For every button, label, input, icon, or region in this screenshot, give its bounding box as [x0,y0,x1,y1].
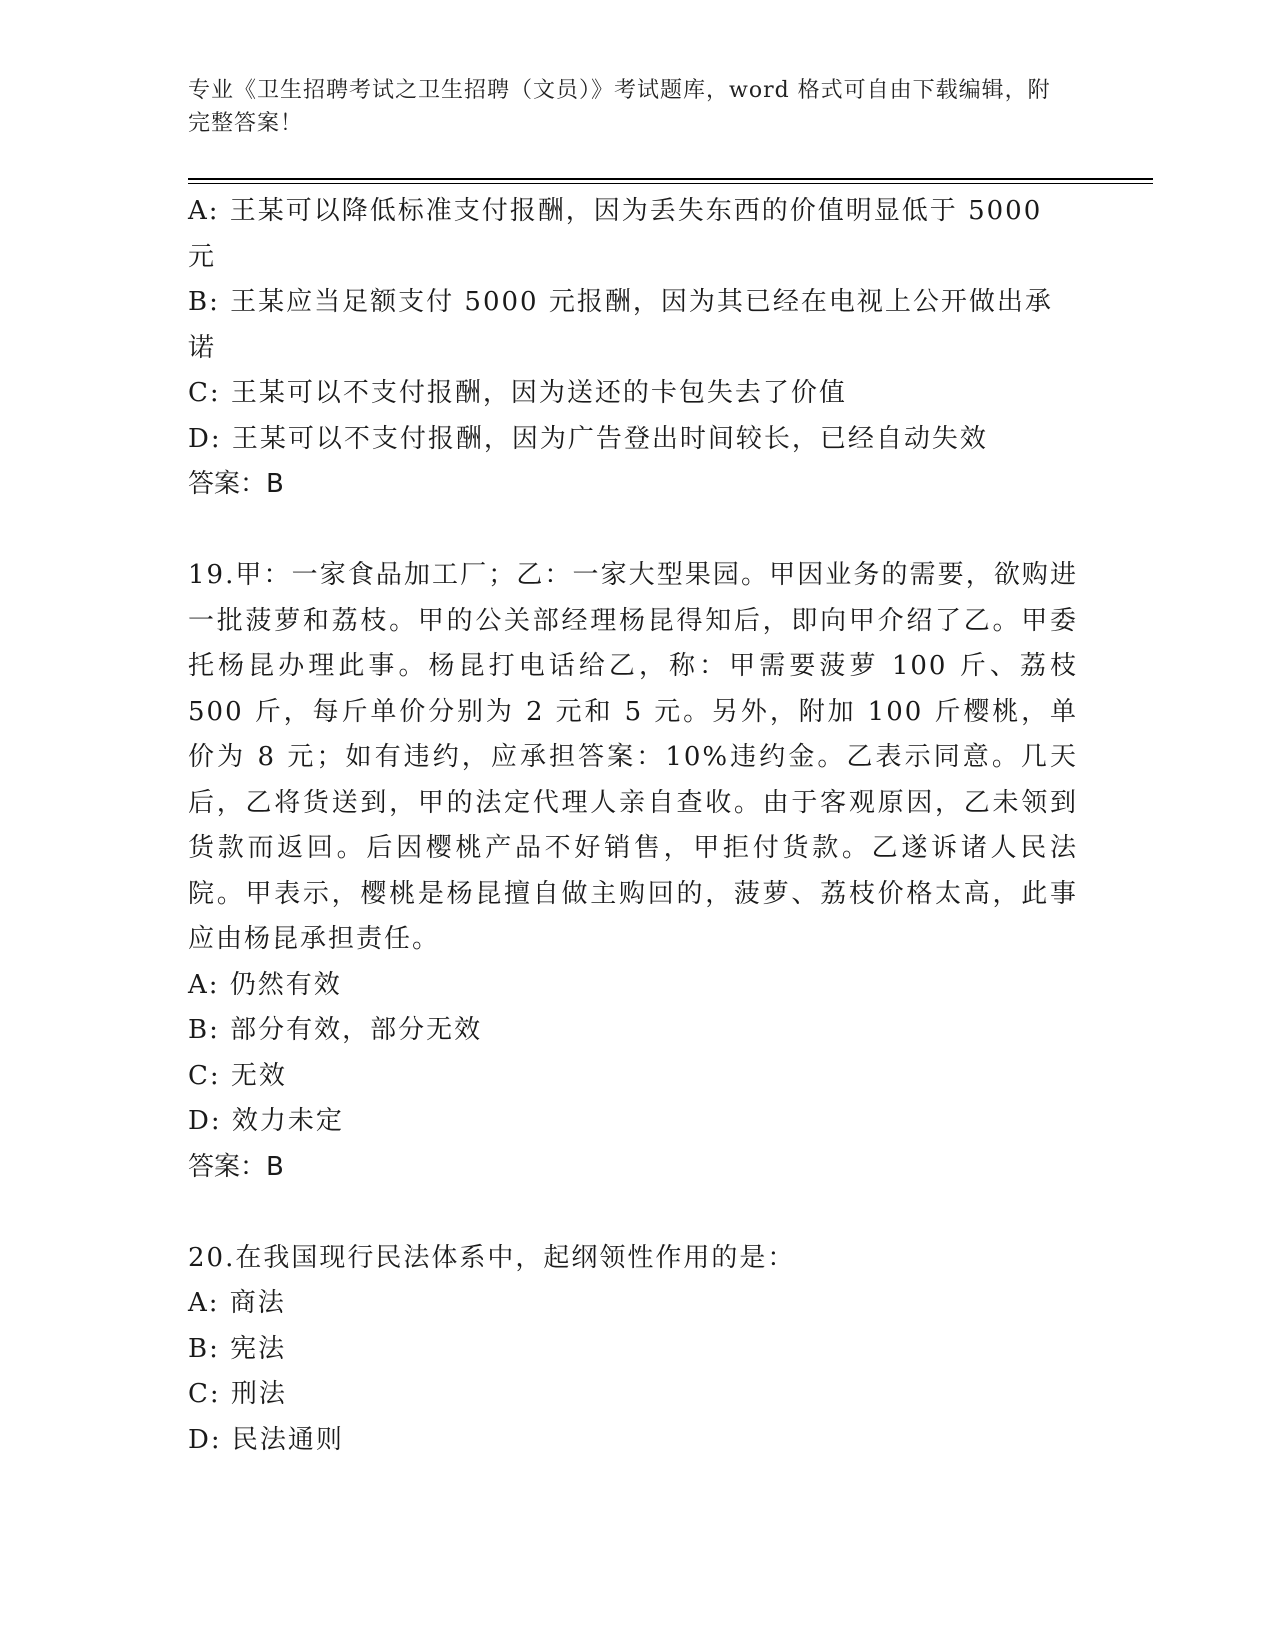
question-19 [188,553,1078,1190]
q20-option-d: D: 民法通则 [188,1424,344,1455]
q19-option-b: B: 部分有效，部分无效 [188,1015,483,1045]
spacer [188,1190,1078,1236]
q18-option-b: B: 王某应当足额支付 5000 元报酬，因为其已经在电视上公开做出承诺 [188,287,1053,363]
q18-answer: 答案：B [188,469,284,499]
question-18 [188,189,1078,508]
header-rule-thin [188,183,1153,184]
q19-option-d: D: 效力未定 [188,1106,344,1136]
spacer [188,508,1078,554]
q20-option-a: A: 商法 [188,1288,286,1318]
header-rule-thick [188,178,1153,180]
document-header: 专业《卫生招聘考试之卫生招聘（文员）》考试题库，word 格式可自由下载编辑，附完整答案！ [188,78,1051,136]
q18-option-a: A: 王某可以降低标准支付报酬，因为丢失东西的价值明显低于 5000 元 [188,196,1053,272]
questions-content [188,189,1078,1463]
q20-stem: 20.在我国现行民法体系中，起纲领性作用的是： [188,1242,796,1273]
q19-option-c: C: 无效 [188,1060,287,1091]
q19-stem: 19.甲：一家食品加工厂；乙：一家大型果园。甲因业务的需要，欲购进一批菠萝和荔枝。甲的公关部经理杨昆得知后，即向甲介绍了乙。甲委托杨昆办理此事。杨昆打电话给乙，称：甲需要菠萝 100 斤、荔枝 500 斤，每斤单价分别为 2 元和 5 元。另外，附加 100 斤樱桃，单价为 8 元；如有违约，应承担答案：10%违约金。乙表示同意。几天后，乙将货送到，甲的法定代理人亲自查收。由于客观原因，乙未领到货款而返回。后因樱桃产品不好销售，甲拒付货款。乙遂诉诸人民法院。甲表示，樱桃是杨昆擅自做主购回的，菠萝、荔枝价格太高，此事应由杨昆承担责任。 [188,560,1078,954]
q18-option-c: C: 王某可以不支付报酬，因为送还的卡包失去了价值 [188,378,847,408]
q20-option-c: C: 刑法 [188,1379,287,1409]
q19-answer: 答案：B [188,1151,284,1182]
q20-option-b: B: 宪法 [188,1333,287,1364]
question-20 [188,1236,1078,1464]
q19-option-a: A: 仍然有效 [188,969,342,1000]
q18-option-d: D: 王某可以不支付报酬，因为广告登出时间较长，已经自动失效 [188,423,988,454]
